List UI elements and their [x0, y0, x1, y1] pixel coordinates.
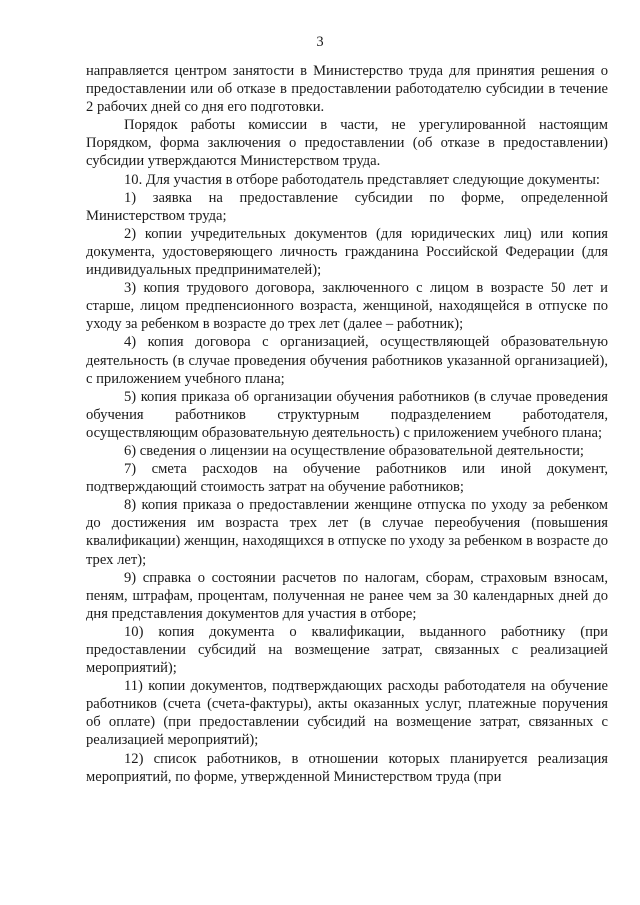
- list-item-4: 4) копия договора с организацией, осуществляющей образовательную деятельность (в случае проведения обучения работников указанной организацией), с приложением учебного плана;: [86, 334, 608, 387]
- list-item-7: 7) смета расходов на обучение работников или иной документ, подтверждающий стоимость затрат на обучение работников;: [86, 461, 608, 496]
- document-body: [86, 62, 608, 786]
- page-number: 3: [316, 34, 324, 50]
- list-item-3: 3) копия трудового договора, заключенного с лицом в возрасте 50 лет и старше, лицом предпенсионного возраста, женщиной, находящейся в отпуске по уходу за ребенком в возрасте до трех лет (далее – работник);: [86, 280, 608, 333]
- paragraph-continuation: направляется центром занятости в Министерство труда для принятия решения о предоставлении или об отказе в предоставлении работодателю субсидии в течение 2 рабочих дней со дня его подготовки.: [86, 63, 608, 116]
- list-item-1: 1) заявка на предоставление субсидии по форме, определенной Министерством труда;: [86, 189, 608, 224]
- list-item-11: 11) копии документов, подтверждающих расходы работодателя на обучение работников (счета (счета-фактуры), акты оказанных услуг, платежные поручения об оплате) (при предоставлении субсидий на возмещение затрат, связанных с реализацией мероприятий);: [86, 678, 608, 749]
- list-item-12: 12) список работников, в отношении которых планируется реализация мероприятий, по форме, утвержденной Министерством труда (при: [86, 750, 608, 785]
- list-item-2: 2) копии учредительных документов (для юридических лиц) или копия документа, удостоверяющего личность гражданина Российской Федерации (для индивидуальных предпринимателей);: [86, 225, 608, 279]
- list-item-5: 5) копия приказа об организации обучения работников (в случае проведения обучения работников структурным подразделением работодателя, осуществляющим образовательную деятельность) с приложением учебного плана;: [86, 388, 608, 441]
- list-item-9: 9) справка о состоянии расчетов по налогам, сборам, страховым взносам, пеням, штрафам, процентам, полученная не ранее чем за 30 календарных дней до дня представления документов для участия в отборе;: [86, 569, 608, 622]
- paragraph-commission-procedure: Порядок работы комиссии в части, не урегулированной настоящим Порядком, форма заключения о предоставлении (об отказе в предоставлении) субсидии утверждаются Министерством труда.: [86, 117, 608, 170]
- list-item-10: 10) копия документа о квалификации, выданного работнику (при предоставлении субсидий на возмещение затрат, связанных с реализацией мероприятий);: [86, 623, 608, 677]
- list-item-8: 8) копия приказа о предоставлении женщине отпуска по уходу за ребенком до достижения им возраста трех лет (в случае переобучения (повышения квалификации) женщин, находящихся в отпуске по уходу за ребенком в возрасте до трех лет);: [86, 497, 608, 568]
- paragraph-item-10-intro: 10. Для участия в отборе работодатель представляет следующие документы:: [124, 171, 600, 188]
- list-item-6: 6) сведения о лицензии на осуществление образовательной деятельности;: [124, 442, 584, 459]
